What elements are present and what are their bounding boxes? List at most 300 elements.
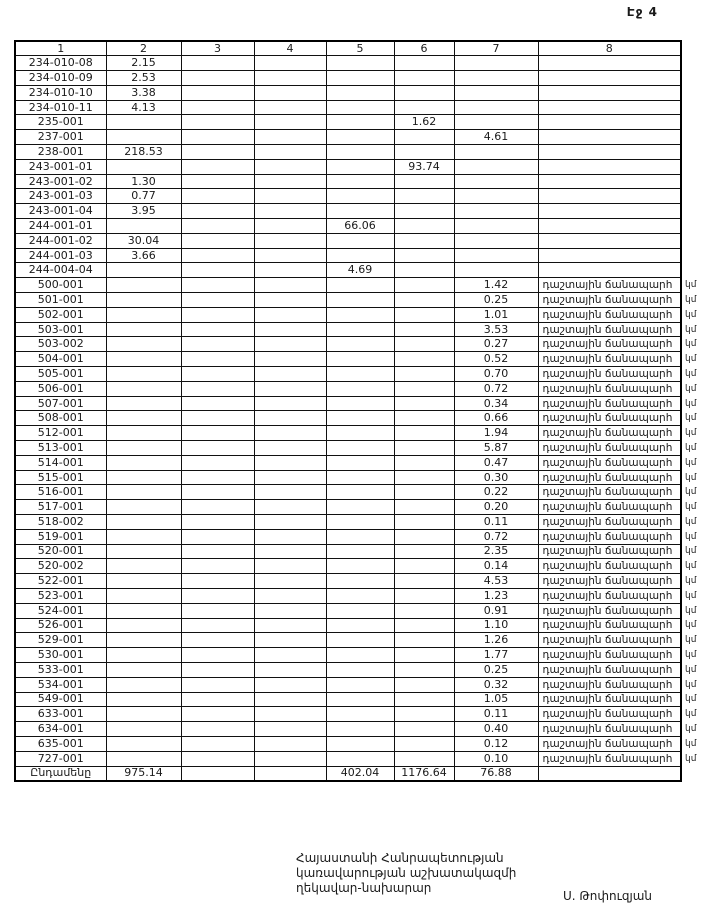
table-cell <box>181 485 254 500</box>
table-cell <box>181 470 254 485</box>
table-cell <box>106 588 181 603</box>
margin-note: կմ <box>685 324 697 335</box>
table-cell <box>181 633 254 648</box>
total-cell: 975.14 <box>106 766 181 781</box>
table-cell: 504-001 <box>15 352 106 367</box>
table-cell: 1.10 <box>454 618 538 633</box>
table-cell <box>181 381 254 396</box>
table-cell: 2.53 <box>106 71 181 86</box>
table-cell <box>181 145 254 160</box>
table-cell <box>254 100 326 115</box>
table-cell: դաշտային ճանապարհ <box>538 677 681 692</box>
table-cell: դաշտային ճանապարհ <box>538 381 681 396</box>
table-cell: 515-001 <box>15 470 106 485</box>
table-cell: 238-001 <box>15 145 106 160</box>
table-cell <box>254 677 326 692</box>
table-cell <box>454 145 538 160</box>
total-cell <box>254 766 326 781</box>
table-cell <box>181 559 254 574</box>
margin-note: կմ <box>685 294 697 305</box>
table-cell <box>254 189 326 204</box>
table-row <box>15 307 711 322</box>
table-cell: դաշտային ճանապարհ <box>538 633 681 648</box>
margin-note <box>681 159 711 174</box>
table-cell <box>326 441 394 456</box>
total-cell: Ընդամենը <box>15 766 106 781</box>
table-cell: դաշտային ճանապարհ <box>538 648 681 663</box>
table-cell <box>254 559 326 574</box>
table-row <box>15 662 711 677</box>
table-cell <box>394 263 454 278</box>
table-row <box>15 470 711 485</box>
table-row <box>15 293 711 308</box>
table-cell <box>106 441 181 456</box>
table-cell <box>454 263 538 278</box>
table-cell <box>181 100 254 115</box>
table-cell <box>181 189 254 204</box>
margin-note: կմ <box>685 620 697 631</box>
margin-note: կմ <box>685 664 697 675</box>
margin-note <box>681 174 711 189</box>
margin-note: կմ <box>685 339 697 350</box>
table-cell <box>106 307 181 322</box>
table-row <box>15 337 711 352</box>
table-row <box>15 130 711 145</box>
table-cell: 0.20 <box>454 500 538 515</box>
table-cell <box>538 130 681 145</box>
table-cell: դաշտային ճանապարհ <box>538 396 681 411</box>
table-cell <box>394 500 454 515</box>
table-cell: 526-001 <box>15 618 106 633</box>
table-cell <box>254 485 326 500</box>
table-cell: 520-002 <box>15 559 106 574</box>
table-cell <box>394 204 454 219</box>
column-header: 2 <box>106 41 181 56</box>
margin-note: կմ <box>685 605 697 616</box>
table-cell: դաշտային ճանապարհ <box>538 411 681 426</box>
table-cell <box>106 692 181 707</box>
table-row <box>15 189 711 204</box>
table-cell <box>454 248 538 263</box>
table-cell: 0.77 <box>106 189 181 204</box>
table-cell <box>254 529 326 544</box>
table-cell <box>254 603 326 618</box>
table-cell <box>326 130 394 145</box>
table-cell <box>326 722 394 737</box>
table-cell: 0.10 <box>454 751 538 766</box>
column-header: 3 <box>181 41 254 56</box>
table-cell: 0.70 <box>454 367 538 382</box>
table-cell <box>181 648 254 663</box>
table-cell <box>106 515 181 530</box>
table-cell: 517-001 <box>15 500 106 515</box>
table-cell <box>181 219 254 234</box>
table-row <box>15 707 711 722</box>
table-cell <box>326 677 394 692</box>
table-cell <box>394 56 454 71</box>
table-cell <box>181 411 254 426</box>
margin-note: կմ <box>685 354 697 365</box>
table-cell: 1.42 <box>454 278 538 293</box>
table-cell <box>181 248 254 263</box>
table-cell <box>254 71 326 86</box>
table-cell <box>454 85 538 100</box>
margin-note <box>681 233 711 248</box>
table-cell <box>181 56 254 71</box>
table-cell: 0.30 <box>454 470 538 485</box>
table-cell <box>181 500 254 515</box>
table-cell <box>538 233 681 248</box>
table-cell <box>181 618 254 633</box>
table-cell <box>181 455 254 470</box>
table-cell: 519-001 <box>15 529 106 544</box>
table-cell <box>254 515 326 530</box>
table-cell <box>254 219 326 234</box>
table-cell <box>538 159 681 174</box>
margin-note: կմ <box>685 679 697 690</box>
table-cell: 549-001 <box>15 692 106 707</box>
table-cell: դաշտային ճանապարհ <box>538 278 681 293</box>
table-cell <box>181 529 254 544</box>
table-cell: դաշտային ճանապարհ <box>538 559 681 574</box>
table-cell: դաշտային ճանապարհ <box>538 722 681 737</box>
table-cell: 518-002 <box>15 515 106 530</box>
table-cell <box>106 455 181 470</box>
table-cell <box>326 115 394 130</box>
table-cell: 93.74 <box>394 159 454 174</box>
table-cell: 243-001-01 <box>15 159 106 174</box>
column-header: 1 <box>15 41 106 56</box>
table-cell <box>326 411 394 426</box>
table-cell: 3.38 <box>106 85 181 100</box>
table-cell: 503-001 <box>15 322 106 337</box>
table-cell <box>106 574 181 589</box>
table-cell: դաշտային ճանապարհ <box>538 307 681 322</box>
table-row <box>15 263 711 278</box>
table-cell <box>454 71 538 86</box>
table-cell: 235-001 <box>15 115 106 130</box>
table-cell <box>254 736 326 751</box>
table-cell <box>454 115 538 130</box>
table-row <box>15 367 711 382</box>
table-cell <box>106 322 181 337</box>
margin-note: կմ <box>685 753 697 764</box>
table-cell <box>394 736 454 751</box>
margin-note: կմ <box>685 457 697 468</box>
table-cell <box>254 574 326 589</box>
table-row <box>15 485 711 500</box>
margin-note: կմ <box>685 442 697 453</box>
table-cell: դաշտային ճանապարհ <box>538 544 681 559</box>
table-row <box>15 381 711 396</box>
table-cell: դաշտային ճանապարհ <box>538 618 681 633</box>
table-row <box>15 322 711 337</box>
table-row <box>15 233 711 248</box>
table-cell <box>106 337 181 352</box>
table-cell: 633-001 <box>15 707 106 722</box>
table-cell <box>394 751 454 766</box>
table-row <box>15 174 711 189</box>
table-cell <box>181 751 254 766</box>
total-cell: 76.88 <box>454 766 538 781</box>
table-row <box>15 115 711 130</box>
table-row <box>15 71 711 86</box>
table-cell <box>254 751 326 766</box>
table-cell <box>394 248 454 263</box>
table-cell <box>394 145 454 160</box>
table-cell <box>181 574 254 589</box>
table-cell <box>254 722 326 737</box>
table-cell <box>254 145 326 160</box>
table-cell <box>326 588 394 603</box>
table-cell <box>326 426 394 441</box>
total-cell <box>538 766 681 781</box>
table-cell <box>106 381 181 396</box>
table-cell: 503-002 <box>15 337 106 352</box>
table-cell <box>254 159 326 174</box>
table-cell <box>454 204 538 219</box>
table-cell: 0.72 <box>454 529 538 544</box>
margin-note <box>681 248 711 263</box>
page-number: Էջ 4 <box>626 5 658 19</box>
table-cell: 634-001 <box>15 722 106 737</box>
table-cell <box>326 500 394 515</box>
table-cell: 234-010-11 <box>15 100 106 115</box>
table-cell <box>254 455 326 470</box>
table-row <box>15 692 711 707</box>
table-cell: 513-001 <box>15 441 106 456</box>
margin-note: կմ <box>685 724 697 735</box>
margin-note: կմ <box>685 502 697 513</box>
table-cell <box>454 233 538 248</box>
total-row <box>15 766 711 781</box>
table-cell <box>394 322 454 337</box>
table-cell <box>181 677 254 692</box>
table-row <box>15 441 711 456</box>
table-cell <box>254 367 326 382</box>
table-cell <box>181 426 254 441</box>
table-cell <box>326 100 394 115</box>
table-cell: 0.47 <box>454 455 538 470</box>
margin-note: կմ <box>685 694 697 705</box>
signature-line-3: ղեկավար-նախարար <box>296 881 432 895</box>
table-row <box>15 352 711 367</box>
table-cell: դաշտային ճանապարհ <box>538 588 681 603</box>
table-cell <box>454 100 538 115</box>
table-cell <box>254 115 326 130</box>
table-row <box>15 204 711 219</box>
table-cell: 0.27 <box>454 337 538 352</box>
table-cell <box>181 722 254 737</box>
table-cell: 1.26 <box>454 633 538 648</box>
table-cell <box>254 352 326 367</box>
table-cell <box>106 293 181 308</box>
margin-note <box>681 56 711 71</box>
table-cell <box>326 574 394 589</box>
table-cell <box>106 500 181 515</box>
table-row <box>15 544 711 559</box>
table-cell: 520-001 <box>15 544 106 559</box>
margin-note: կմ <box>685 413 697 424</box>
table-cell <box>181 603 254 618</box>
table-cell <box>106 367 181 382</box>
table-cell <box>394 470 454 485</box>
table-row <box>15 455 711 470</box>
table-cell <box>394 71 454 86</box>
table-cell <box>394 233 454 248</box>
table-cell <box>181 662 254 677</box>
table-cell <box>394 307 454 322</box>
table-cell <box>106 411 181 426</box>
table-row <box>15 515 711 530</box>
table-cell <box>538 115 681 130</box>
table-cell: 5.87 <box>454 441 538 456</box>
table-cell <box>254 293 326 308</box>
table-cell <box>254 692 326 707</box>
table-cell <box>394 381 454 396</box>
table-cell: 4.13 <box>106 100 181 115</box>
table-cell <box>326 529 394 544</box>
column-header: 6 <box>394 41 454 56</box>
table-cell <box>326 455 394 470</box>
margin-note: կմ <box>685 487 697 498</box>
table-cell <box>326 603 394 618</box>
table-cell <box>254 307 326 322</box>
table-row <box>15 56 711 71</box>
margin-note <box>681 85 711 100</box>
table-row <box>15 500 711 515</box>
table-cell: 244-001-02 <box>15 233 106 248</box>
margin-note <box>681 145 711 160</box>
table-cell <box>181 367 254 382</box>
table-cell: 3.66 <box>106 248 181 263</box>
table-cell: 522-001 <box>15 574 106 589</box>
margin-note: կմ <box>685 428 697 439</box>
table-row <box>15 426 711 441</box>
table-cell: դաշտային ճանապարհ <box>538 485 681 500</box>
table-cell <box>254 588 326 603</box>
table-cell <box>326 71 394 86</box>
table-cell <box>538 100 681 115</box>
table-row <box>15 159 711 174</box>
table-cell <box>394 293 454 308</box>
table-cell: 1.23 <box>454 588 538 603</box>
table-cell <box>326 692 394 707</box>
table-cell <box>538 174 681 189</box>
table-cell: 508-001 <box>15 411 106 426</box>
table-cell: 523-001 <box>15 588 106 603</box>
table-cell <box>106 396 181 411</box>
table-cell <box>394 411 454 426</box>
table-cell: դաշտային ճանապարհ <box>538 707 681 722</box>
table-cell <box>394 85 454 100</box>
table-cell <box>106 529 181 544</box>
column-header: 5 <box>326 41 394 56</box>
margin-note <box>681 204 711 219</box>
table-cell <box>326 618 394 633</box>
table-cell <box>394 455 454 470</box>
table-row <box>15 736 711 751</box>
table-cell <box>254 85 326 100</box>
table-cell <box>326 145 394 160</box>
table-cell: 4.61 <box>454 130 538 145</box>
table-cell <box>106 278 181 293</box>
table-cell: դաշտային ճանապարհ <box>538 529 681 544</box>
table-cell: դաշտային ճանապարհ <box>538 515 681 530</box>
total-cell <box>181 766 254 781</box>
table-cell: 727-001 <box>15 751 106 766</box>
table-row <box>15 100 711 115</box>
table-cell <box>326 293 394 308</box>
margin-note: կմ <box>685 738 697 749</box>
table-cell <box>106 662 181 677</box>
table-cell <box>106 633 181 648</box>
table-cell <box>254 662 326 677</box>
table-cell <box>181 159 254 174</box>
table-cell: 529-001 <box>15 633 106 648</box>
table-cell <box>181 736 254 751</box>
table-cell: դաշտային ճանապարհ <box>538 352 681 367</box>
table-cell <box>254 618 326 633</box>
table-cell <box>394 603 454 618</box>
table-cell <box>254 500 326 515</box>
table-cell <box>326 248 394 263</box>
table-row <box>15 529 711 544</box>
table-cell <box>394 278 454 293</box>
table-cell <box>538 204 681 219</box>
table-cell: 514-001 <box>15 455 106 470</box>
table-cell <box>254 411 326 426</box>
table-cell: 234-010-10 <box>15 85 106 100</box>
signature-block <box>296 851 516 896</box>
table-cell: 243-001-04 <box>15 204 106 219</box>
table-row <box>15 145 711 160</box>
margin-note: կմ <box>685 383 697 394</box>
table-cell <box>326 204 394 219</box>
table-cell <box>538 263 681 278</box>
table-cell <box>181 352 254 367</box>
table-cell <box>181 322 254 337</box>
table-cell <box>394 618 454 633</box>
table-cell <box>394 189 454 204</box>
margin-note: կմ <box>685 576 697 587</box>
table-cell <box>181 115 254 130</box>
table-cell: 0.52 <box>454 352 538 367</box>
table-cell <box>394 544 454 559</box>
table-cell <box>538 219 681 234</box>
table-cell <box>538 248 681 263</box>
table-cell <box>454 159 538 174</box>
table-cell <box>181 692 254 707</box>
table-cell: 1.94 <box>454 426 538 441</box>
table-row <box>15 396 711 411</box>
table-row <box>15 411 711 426</box>
margin-note: կմ <box>685 531 697 542</box>
table-cell <box>326 559 394 574</box>
table-cell: 0.25 <box>454 293 538 308</box>
table-cell <box>254 633 326 648</box>
table-cell <box>394 529 454 544</box>
table-cell <box>326 159 394 174</box>
table-cell: 505-001 <box>15 367 106 382</box>
data-table <box>14 40 712 782</box>
table-cell <box>394 707 454 722</box>
table-cell: 0.25 <box>454 662 538 677</box>
table-cell <box>394 588 454 603</box>
table-cell <box>181 278 254 293</box>
table-cell <box>181 441 254 456</box>
margin-note <box>681 115 711 130</box>
